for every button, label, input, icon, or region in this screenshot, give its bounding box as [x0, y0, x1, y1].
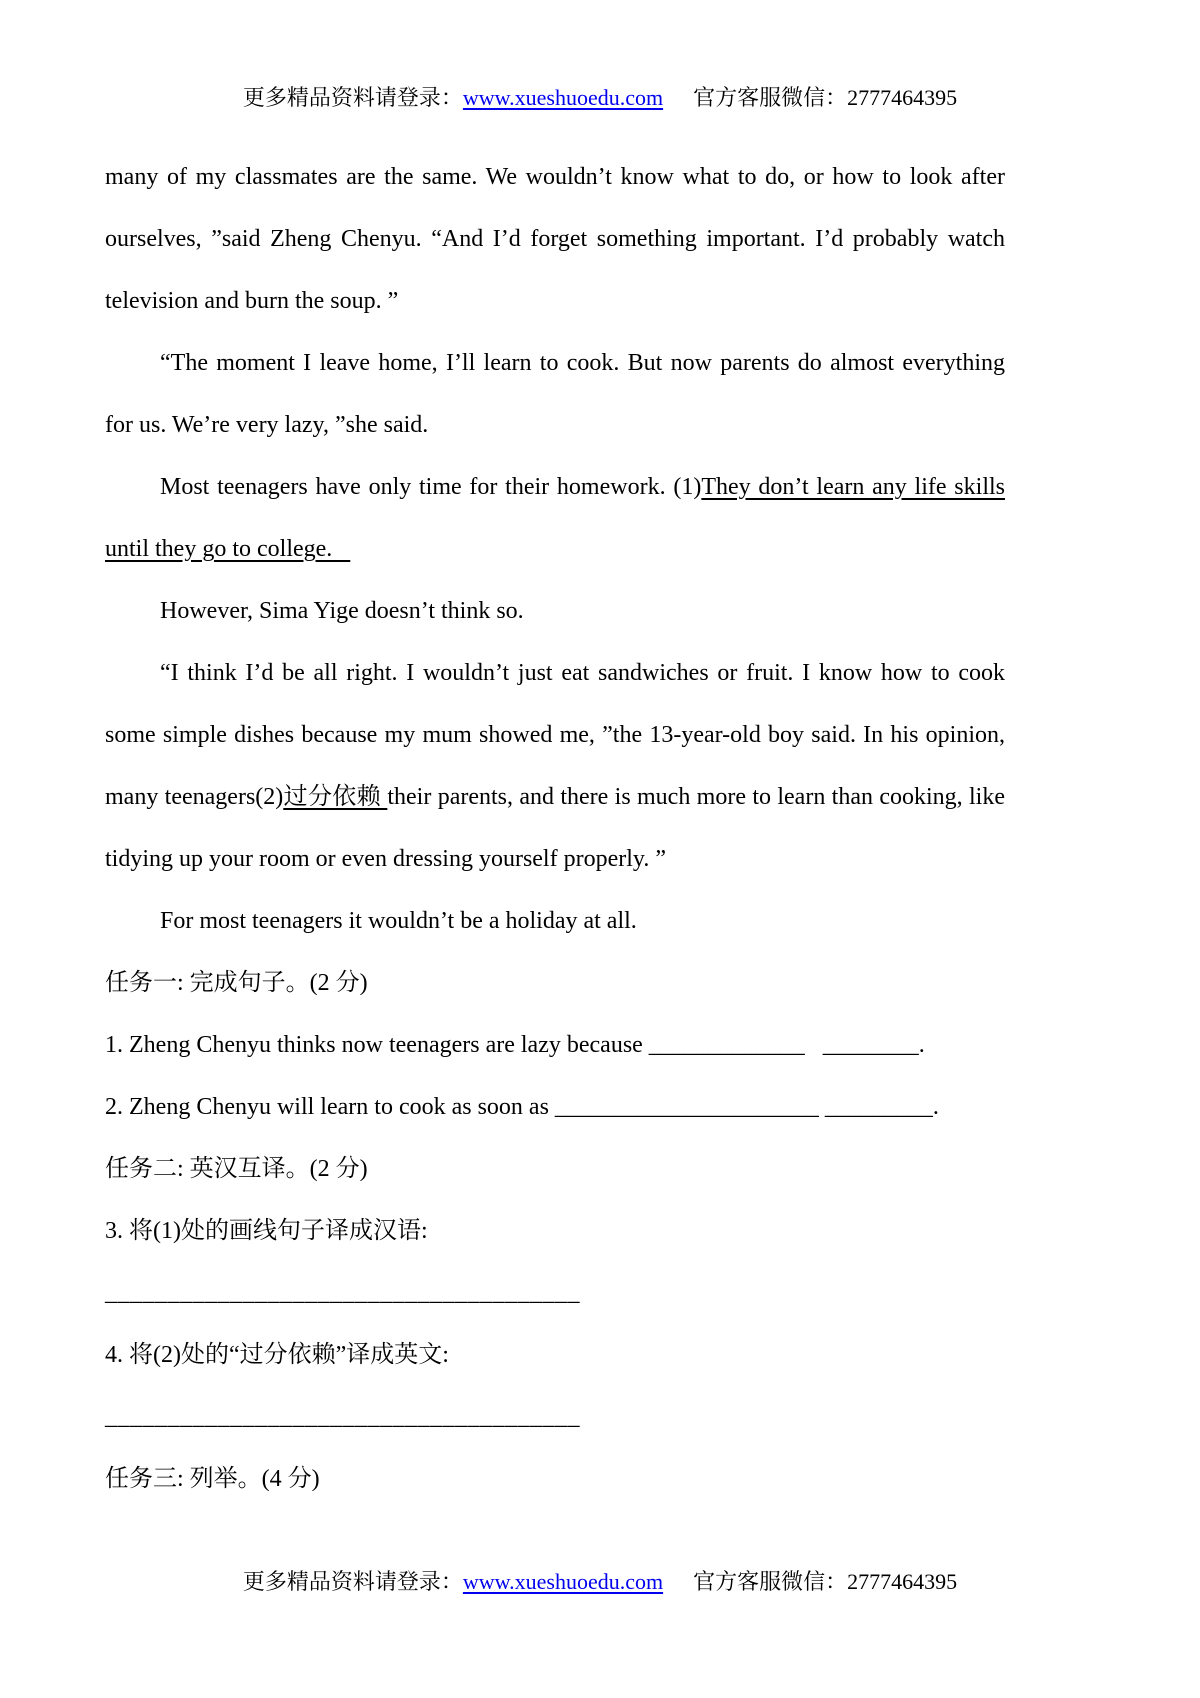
paragraph-2: “The moment I leave home, I’ll learn to cook. But now parents do almost everything for us. We’re very lazy, ”she said.: [105, 350, 1005, 438]
task2-heading: 任务二: 英汉互译。(2 分): [105, 1156, 368, 1182]
question-3: 3. 将(1)处的画线句子译成汉语:: [105, 1218, 428, 1244]
document-body: [105, 146, 1005, 1510]
paragraph-5-text-after: their parents, and there is much more to learn than cooking, like tidying up your room or even dressing yourself properly. ”: [105, 784, 1005, 872]
paragraph-5-text: “I think I’d be all right. I wouldn’t just eat sandwiches or fruit. I know how to cook some simple dishes because my mum showed me, ”the 13-year-old boy said. In his opinion, many teenagers(2): [105, 660, 1005, 810]
question-4: 4. 将(2)处的“过分依赖”译成英文:: [105, 1342, 449, 1368]
paragraph-1: many of my classmates are the same. We wouldn’t know what to do, or how to look after ourselves, ”said Zheng Chenyu. “And I’d forget something important. I’d probably watch television and burn the soup. ”: [105, 164, 1005, 314]
header-text: 更多精品资料请登录：: [242, 85, 463, 110]
paragraph-3: [105, 456, 1005, 580]
page-footer: [0, 1568, 1200, 1596]
task3-heading: 任务三: 列举。(4 分): [105, 1466, 320, 1492]
page-header: [0, 84, 1200, 112]
underlined-sentence-1: They don’t learn any life skills until they go to college.: [105, 474, 1005, 562]
answer-blank-1[interactable]: ______________________________________: [105, 1280, 580, 1306]
header-contact: 官方客服微信：2777464395: [693, 85, 958, 110]
paragraph-5: [105, 642, 1005, 890]
header-link[interactable]: www.xueshuoedu.com: [462, 85, 664, 110]
question-1: 1. Zheng Chenyu thinks now teenagers are lazy because _____________ ________.: [105, 1032, 925, 1058]
footer-text: 更多精品资料请登录：: [242, 1569, 463, 1594]
paragraph-3-text: Most teenagers have only time for their homework. (1): [160, 474, 702, 500]
task1-heading: 任务一: 完成句子。(2 分): [105, 970, 368, 996]
paragraph-4: However, Sima Yige doesn’t think so.: [160, 598, 524, 624]
footer-link[interactable]: www.xueshuoedu.com: [462, 1569, 664, 1594]
question-2: 2. Zheng Chenyu will learn to cook as soon as ______________________ _________.: [105, 1094, 939, 1120]
underlined-phrase-2: 过分依赖: [283, 784, 388, 810]
paragraph-6: For most teenagers it wouldn’t be a holiday at all.: [160, 908, 637, 934]
footer-contact: 官方客服微信：2777464395: [693, 1569, 958, 1594]
answer-blank-2[interactable]: ______________________________________: [105, 1404, 580, 1430]
